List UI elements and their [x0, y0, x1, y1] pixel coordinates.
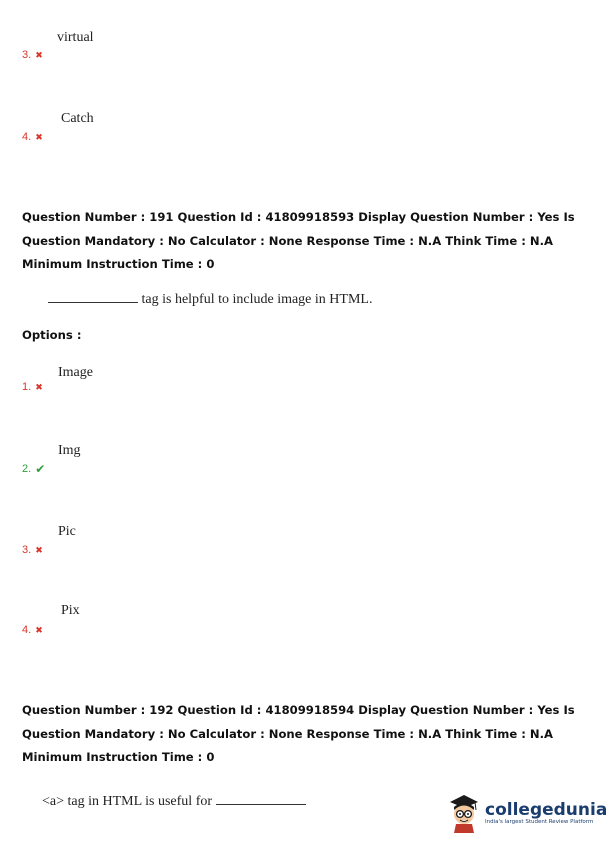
- question-meta: Question Number : 192 Question Id : 41809918594 Display Question Number : Yes Is Question Mandatory : No Calculator : None Response Time : N.A Think Time : N.A Minimum Instruction Time : 0: [22, 703, 575, 764]
- logo-brand-name: collegedunia: [485, 800, 607, 820]
- wrong-icon: ✖: [35, 544, 43, 555]
- option-number: [22, 131, 43, 143]
- option-number-label: 4.: [22, 131, 32, 143]
- options-label: Options :: [22, 328, 82, 342]
- collegedunia-logo: [447, 793, 607, 833]
- option-number-label: 1.: [22, 381, 32, 393]
- question-text-head: <a> tag in HTML is useful for: [42, 794, 216, 809]
- wrong-icon: ✖: [35, 624, 43, 635]
- answer-blank: [216, 792, 306, 805]
- option-text: Pic: [58, 524, 76, 539]
- check-icon: ✔: [35, 462, 46, 476]
- option-text: Image: [58, 365, 93, 380]
- option-number-label: 3.: [22, 49, 32, 61]
- question-text: [42, 792, 306, 810]
- option-number: [22, 381, 43, 393]
- option-text: virtual: [57, 30, 94, 45]
- option-text: Img: [58, 443, 81, 458]
- option-number-label: 2.: [22, 463, 32, 475]
- wrong-icon: ✖: [35, 381, 43, 392]
- option-number-label: 4.: [22, 624, 32, 636]
- answer-blank: [48, 290, 138, 303]
- option-number: [22, 462, 45, 476]
- option-number: [22, 544, 43, 556]
- option-number: [22, 49, 43, 61]
- question-text-tail: tag is helpful to include image in HTML.: [138, 292, 373, 307]
- option-number-label: 3.: [22, 544, 32, 556]
- question-meta: Question Number : 191 Question Id : 41809918593 Display Question Number : Yes Is Question Mandatory : No Calculator : None Response Time : N.A Think Time : N.A Minimum Instruction Time : 0: [22, 210, 575, 271]
- wrong-icon: ✖: [35, 49, 43, 60]
- mascot-icon: [447, 793, 481, 833]
- wrong-icon: ✖: [35, 131, 43, 142]
- option-number: [22, 624, 43, 636]
- question-text: [48, 290, 372, 308]
- option-text: Pix: [61, 603, 80, 618]
- option-text: Catch: [61, 111, 94, 126]
- logo-tagline: India's largest Student Review Platform: [485, 819, 594, 825]
